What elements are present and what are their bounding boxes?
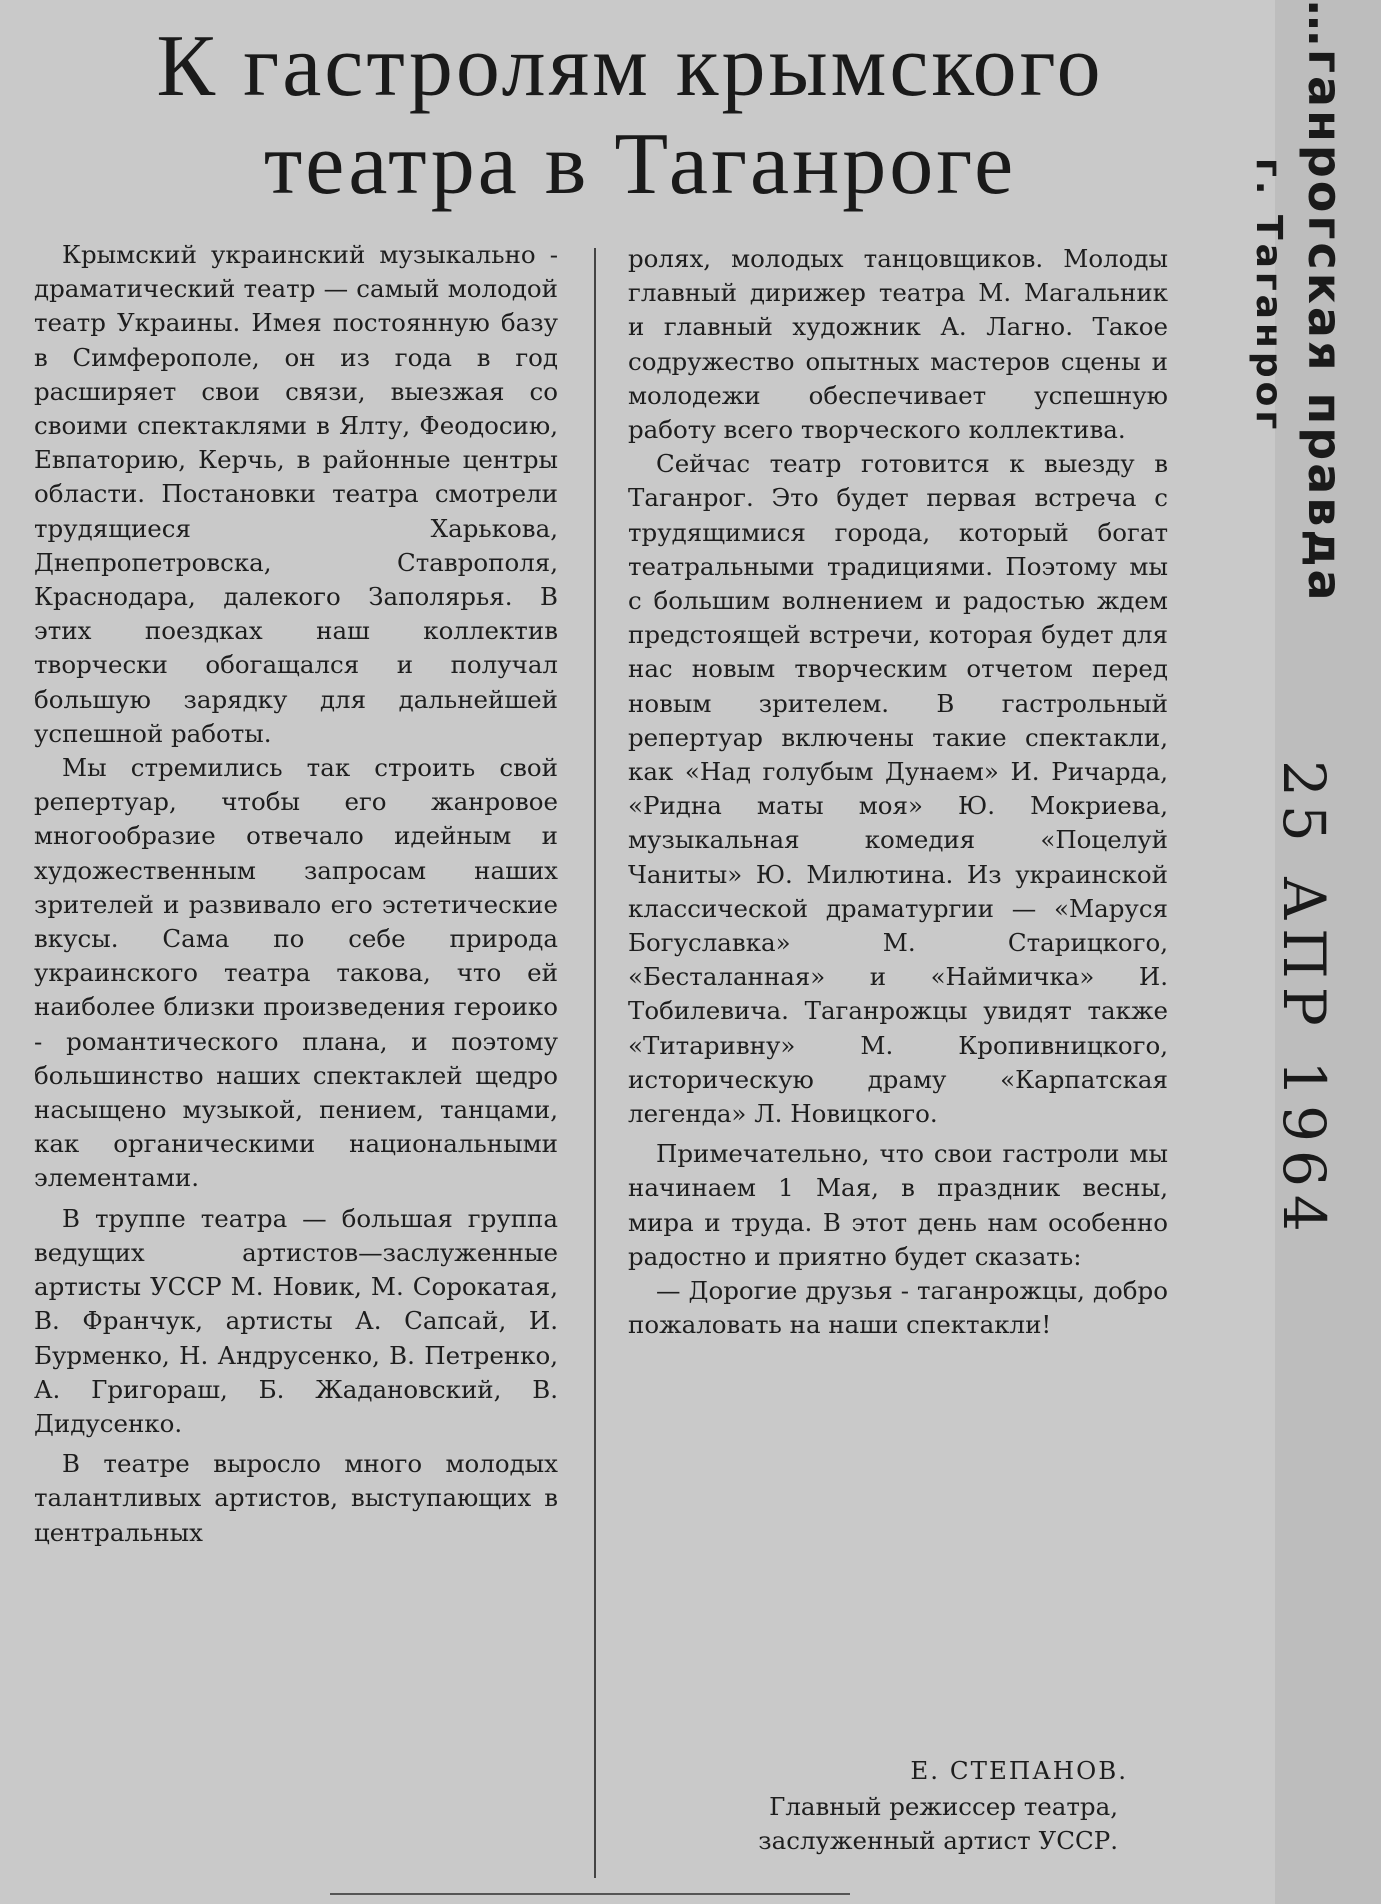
- paragraph: Мы стремились так строить свой репертуар, чтобы его жанровое многообразие отвечало идейным и художественным запросам наших зрителей и развивало его эстетические вкусы. Сама по себе природа украинского театра такова, что ей наиболее близки произведения героико - романтического плана, и поэтому большинство наших спектаклей щедро насыщено музыкой, пением, танцами, как органическими национальными элементами.: [34, 753, 558, 1193]
- stamp-newspaper-name: …ганрогская правда: [1298, 0, 1352, 604]
- bottom-rule: [330, 1893, 850, 1895]
- article-headline: [20, 18, 1240, 214]
- author-title-2: заслуженный артист УССР.: [758, 1826, 1118, 1855]
- paragraph: Примечательно, что свои гастроли мы начинаем 1 Мая, в праздник весны, мира и труда. В этот день нам особенно радостно и приятно будет сказать:: [628, 1139, 1168, 1271]
- paragraph: Крымский украинский музыкально - драматический театр — самый молодой театр Украины. Имея постоянную базу в Симферополе, он из года в год расширяет свои связи, выезжая со своими спектаклями в Ялту, Феодосию, Евпаторию, Керчь, в районные центры области. Постановки театра смотрели трудящиеся Харькова, Днепропетровска, Ставрополя, Краснодара, далекого Заполярья. В этих поездках наш коллектив творчески обогащался и получал большую зарядку для дальнейшей успешной работы.: [34, 240, 558, 748]
- paragraph: В труппе театра — большая группа ведущих артистов—заслуженные артисты УССР М. Новик, М. Сорокатая, В. Франчук, артисты А. Сапсай, И. Бурменко, Н. Андрусенко, В. Петренко, А. Григораш, Б. Жадановский, В. Дидусенко.: [34, 1203, 558, 1438]
- paragraph: ролях, молодых танцовщиков. Молоды главный дирижер театра М. Магальник и главный художник А. Лагно. Такое содружество опытных мастеров сцены и молодежи обеспечивает успешную работу всего творческого коллектива.: [628, 244, 1168, 445]
- paragraph: В театре выросло много молодых талантливых артистов, выступающих в центральных: [34, 1449, 558, 1547]
- right-column: [628, 242, 1168, 1343]
- headline-line-1: К гастролям крымского: [156, 18, 1104, 115]
- stamp-city: г. Таганрог: [1248, 158, 1289, 434]
- headline-line-2: театра в Таганроге: [263, 116, 1017, 213]
- author-title: Главный режиссер театра,: [769, 1792, 1118, 1821]
- stamp-date: 25 АПР 1964: [1270, 760, 1338, 1240]
- paragraph: — Дорогие друзья - таганрожцы, добро пожаловать на наши спектакли!: [628, 1276, 1168, 1340]
- left-column: [34, 238, 558, 1550]
- paragraph: Сейчас театр готовится к выезду в Таганрог. Это будет первая встреча с трудящимися города, который богат театральными традициями. Поэтому мы с большим волнением и радостью ждем предстоящей встречи, которая будет для нас новым творческим отчетом перед новым зрителем. В гастрольный репертуар включены такие спектакли, как «Над голубым Дунаем» И. Ричарда, «Ридна маты моя» Ю. Мокриева, музыкальная комедия «Поцелуй Чаниты» Ю. Милютина. Из украинской классической драматургии — «Маруся Богуславка» М. Старицкого, «Бесталанная» и «Наймичка» И. Тобилевича. Таганрожцы увидят также «Титаривну» М. Кропивницкого, историческую драму «Карпатская легенда» Л. Новицкого.: [628, 449, 1168, 1129]
- author-name: Е. СТЕПАНОВ.: [910, 1756, 1128, 1785]
- column-divider: [594, 248, 596, 1878]
